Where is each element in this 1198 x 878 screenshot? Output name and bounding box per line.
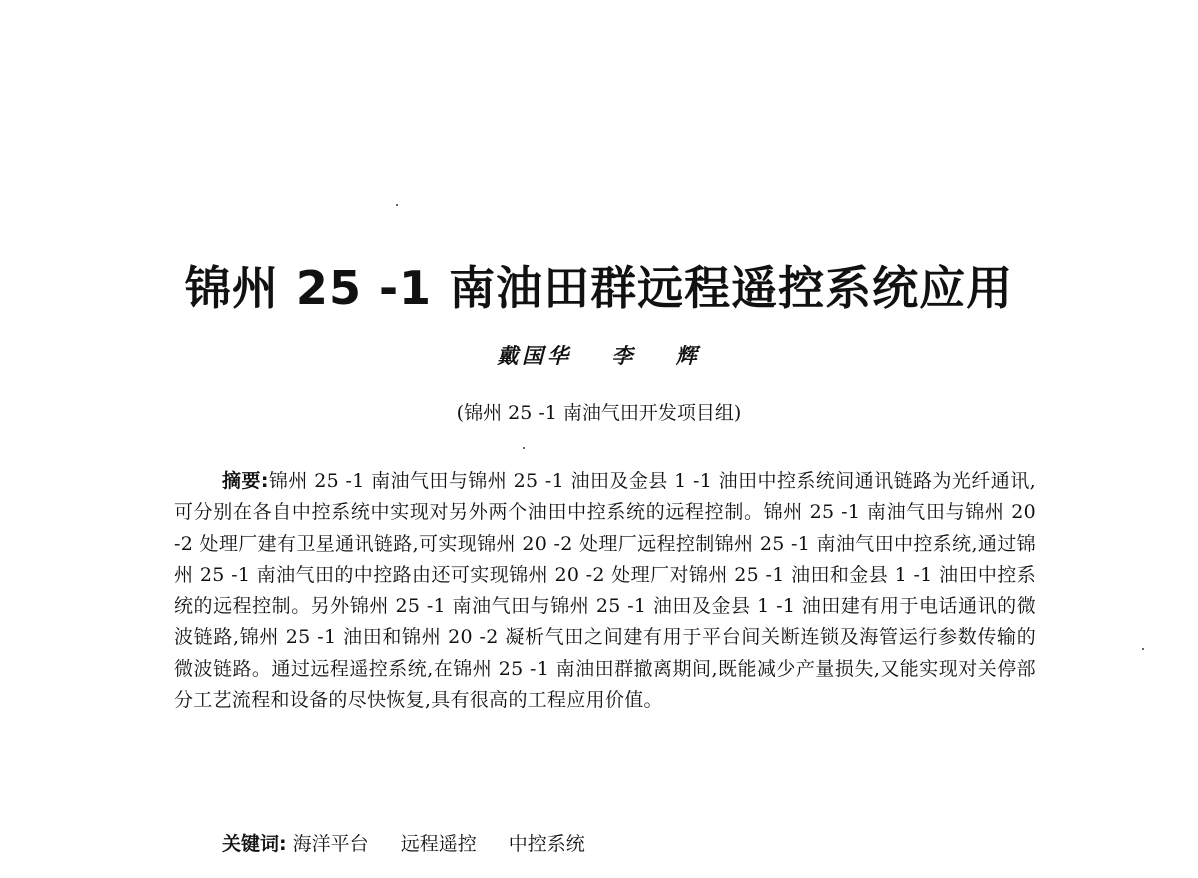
abstract-text: 锦州 25 -1 南油气田与锦州 25 -1 油田及金县 1 -1 油田中控系统间通讯链路为光纤通讯,可分别在各自中控系统中实现对另外两个油田中控系统的远程控制。锦州 25 -1 南油气田与锦州 20 -2 处理厂建有卫星通讯链路,可实现锦州 20 -2 处理厂远程控制锦州 25 -1 南油气田中控系统,通过锦州 25 -1 南油气田的中控路由还可实现锦州 20 -2 处理厂对锦州 25 -1 油田和金县 1 -1 油田中控系统的远程控制。另外锦州 25 -1 南油气田与锦州 25 -1 油田及金县 1 -1 油田建有用于电话通讯的微波链路,锦州 25 -1 油田和锦州 20 -2 凝析气田之间建有用于平台间关断连锁及海管运行参数传输的微波链路。通过远程遥控系统,在锦州 25 -1 南油田群撤离期间,既能减少产量损失,又能实现对关停部分工艺流程和设备的尽快恢复,具有很高的工程应用价值。 <box>174 470 1036 712</box>
keyword-item: 海洋平台 <box>292 833 369 855</box>
scan-speck <box>523 447 525 449</box>
keyword-item: 远程遥控 <box>400 833 477 855</box>
paper-authors: 戴国华 李 辉 <box>497 344 701 368</box>
scan-speck <box>1142 648 1144 650</box>
paper-title: 锦州 25 -1 南油田群远程遥控系统应用 <box>184 261 1014 315</box>
abstract-label: 摘要: <box>222 470 269 492</box>
scan-speck <box>396 204 398 206</box>
keyword-item: 中控系统 <box>508 833 585 855</box>
keywords-label: 关键词: <box>222 833 287 855</box>
keywords-line <box>222 829 611 856</box>
abstract-paragraph <box>174 466 1036 716</box>
paper-affiliation: (锦州 25 -1 南油气田开发项目组) <box>456 402 742 424</box>
